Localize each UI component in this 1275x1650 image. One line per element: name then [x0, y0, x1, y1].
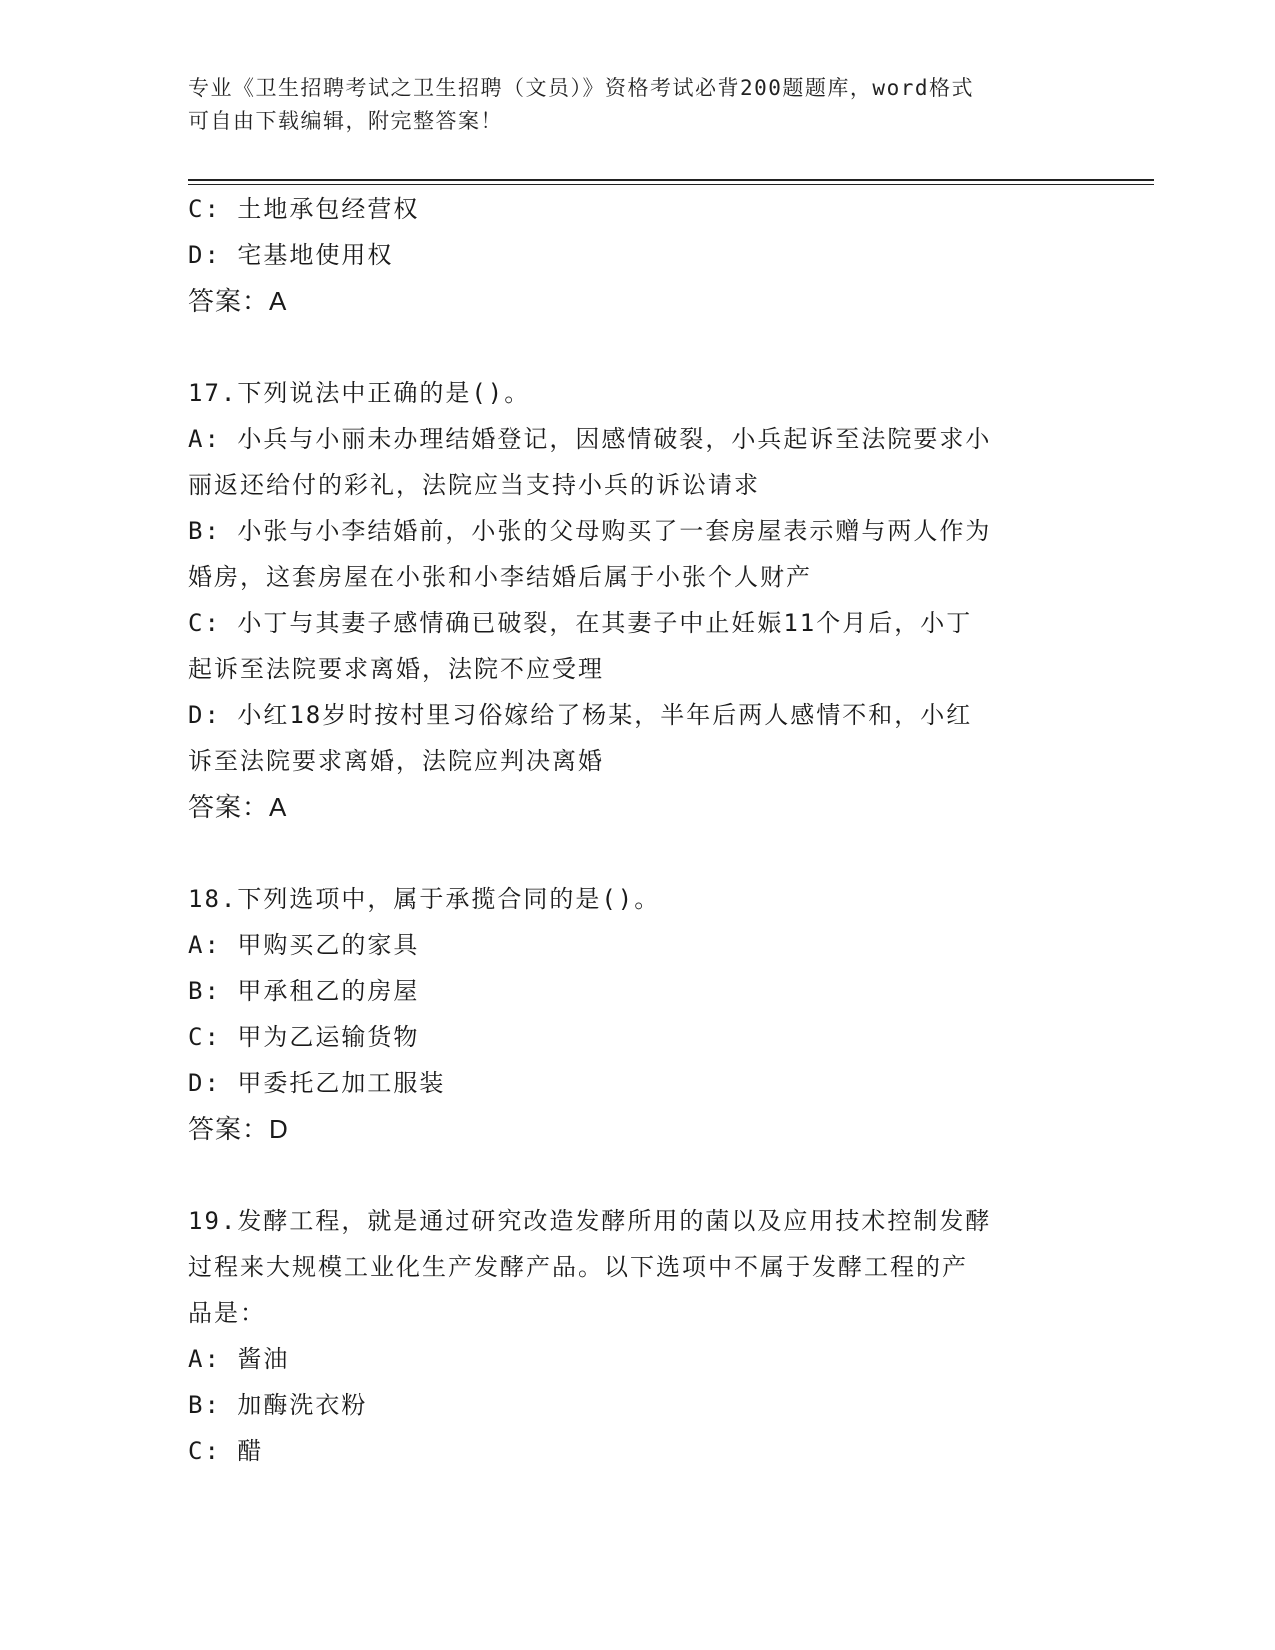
question-stem: 19.发酵工程，就是通过研究改造发酵所用的菌以及应用技术控制发酵: [188, 1207, 992, 1235]
header-title-line-1: 专业《卫生招聘考试之卫生招聘（文员）》资格考试必背200题题库，word格式: [188, 76, 974, 100]
question-stem: 18.下列选项中，属于承揽合同的是()。: [188, 885, 661, 913]
question-stem: 17.下列说法中正确的是()。: [188, 379, 531, 407]
spacer: [188, 324, 1088, 370]
answer-line: 答案：A: [188, 286, 288, 316]
option-c: C: 土地承包经营权: [188, 195, 420, 223]
option-a: A: 甲购买乙的家具: [188, 931, 420, 959]
spacer: [188, 1152, 1088, 1198]
option-b: B: 甲承租乙的房屋: [188, 977, 420, 1005]
page-header: [188, 72, 1088, 138]
option-a: A: 酱油: [188, 1345, 290, 1373]
option-d: D: 甲委托乙加工服装: [188, 1069, 446, 1097]
question-16-tail: [188, 186, 1088, 324]
header-divider-thick: [188, 179, 1154, 181]
option-c-continued: 起诉至法院要求离婚，法院不应受理: [188, 655, 604, 683]
option-d: D: 宅基地使用权: [188, 241, 394, 269]
option-a: A: 小兵与小丽未办理结婚登记，因感情破裂，小兵起诉至法院要求小: [188, 425, 992, 453]
option-d-continued: 诉至法院要求离婚，法院应判决离婚: [188, 747, 604, 775]
spacer: [188, 830, 1088, 876]
answer-line: 答案：A: [188, 792, 288, 822]
option-c: C: 甲为乙运输货物: [188, 1023, 420, 1051]
question-content: [188, 186, 1088, 1474]
option-b: B: 小张与小李结婚前，小张的父母购买了一套房屋表示赠与两人作为: [188, 517, 992, 545]
option-b: B: 加酶洗衣粉: [188, 1391, 368, 1419]
header-divider-thin: [188, 184, 1154, 185]
option-d: D: 小红18岁时按村里习俗嫁给了杨某，半年后两人感情不和，小红: [188, 701, 973, 729]
question-17: [188, 370, 1088, 830]
answer-line: 答案：D: [188, 1114, 289, 1144]
question-stem-continued: 过程来大规模工业化生产发酵产品。以下选项中不属于发酵工程的产: [188, 1253, 968, 1281]
option-c: C: 小丁与其妻子感情确已破裂，在其妻子中止妊娠11个月后，小丁: [188, 609, 973, 637]
option-a-continued: 丽返还给付的彩礼，法院应当支持小兵的诉讼请求: [188, 471, 760, 499]
option-b-continued: 婚房，这套房屋在小张和小李结婚后属于小张个人财产: [188, 563, 812, 591]
question-18: [188, 876, 1088, 1152]
option-c: C: 醋: [188, 1437, 264, 1465]
question-stem-continued: 品是：: [188, 1299, 266, 1327]
question-19: [188, 1198, 1088, 1474]
header-title-line-2: 可自由下载编辑，附完整答案！: [188, 109, 503, 133]
